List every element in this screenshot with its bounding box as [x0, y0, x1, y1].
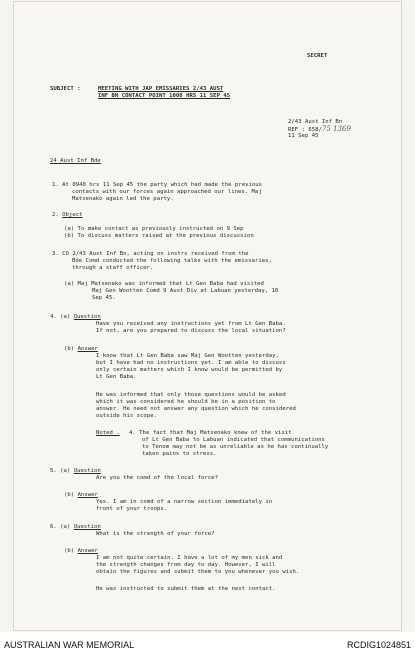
subject-line-1: MEETING WITH JAP EMISSARIES 2/43 AUST — [98, 86, 224, 92]
noted-line-1: 4. The fact that Maj Matsenako knew of the visit — [129, 430, 292, 436]
para-5b-line-2: front of your troops. — [96, 506, 168, 512]
reference-unit: 2/43 Aust Inf Bn — [288, 119, 343, 125]
para-2a: (a) To make contact as previously instructed on 9 Sep — [64, 226, 244, 232]
para-6-closing: He was instructed to submit them at the next contact. — [96, 586, 276, 592]
para-1-line-1: 1. At 0940 hrs 11 Sep 45 the party which had made the previous — [52, 182, 263, 188]
para-3-line-2: Bde Comd conducted the following talks with the emissaries, — [72, 258, 272, 264]
para-4b-line-4: Lt Gen Baba. — [96, 374, 137, 380]
para-4b-heading: (b) Answer — [64, 346, 98, 352]
heading-keyword: Answer — [77, 548, 98, 554]
para-1-line-3: Matsenako again led the party. — [72, 196, 174, 202]
para-3a-line-3: Sep 45. — [92, 295, 116, 301]
para-4-note-line-4: outside his scope. — [96, 413, 157, 419]
para-6a-heading: 6. (a) Question — [50, 524, 101, 530]
subject-label: SUBJECT : — [50, 86, 81, 92]
para-5b-line-1: Yes. I am in comd of a narrow section immediately in — [96, 499, 273, 505]
heading-keyword: Answer — [77, 346, 98, 352]
heading-keyword: Answer — [77, 492, 98, 498]
heading-keyword: Question — [73, 468, 101, 474]
para-6b-heading: (b) Answer — [64, 548, 98, 554]
heading-keyword: Object — [62, 212, 83, 218]
para-4a-line-2: If not, are you prepared to discuss the local situation? — [96, 328, 286, 334]
para-4a-line-1: Have you received any instructions yet from Lt Gen Baba. — [96, 321, 286, 327]
reference-number: REF : 658/75 1369 — [288, 125, 351, 133]
reference-date: 11 Sep 45 — [288, 133, 319, 139]
para-5b-heading: (b) Answer — [64, 492, 98, 498]
classification-mark: SECRET — [307, 53, 328, 59]
heading-keyword: Question — [73, 314, 101, 320]
para-3a-line-1: (a) Maj Matsenako was informed that Lt Gen Baba had visited — [64, 281, 264, 287]
para-5a-line-1: Are you the comd of the local force? — [96, 475, 218, 481]
para-4b-line-3: only certain matters which I know would be permitted by — [96, 367, 283, 373]
footer-record-id: RCDIG1024851 — [346, 640, 411, 650]
para-3-line-3: through a staff officer. — [72, 265, 154, 271]
noted-label: Noted . — [96, 430, 120, 436]
para-5a-heading: 5. (a) Question — [50, 468, 101, 474]
noted-line-4: taken pains to stress. — [142, 451, 217, 457]
para-4b-line-2: but I have had no instructions yet. I am able to discuss — [96, 360, 286, 366]
para-4-note-line-1: He was informed that only those questions would be asked — [96, 392, 286, 398]
para-4-note-line-3: answer. He need not answer any question which he considered — [96, 406, 296, 412]
addressee: 24 Aust Inf Bde — [50, 158, 101, 164]
noted-line-3: to Tenom may not be as unreliable as he has continually — [142, 444, 329, 450]
document-page — [14, 2, 401, 630]
archive-footer — [0, 632, 415, 654]
handwritten-ref: 75 1369 — [321, 125, 351, 133]
subject-line-2: INF BN CONTACT POINT 1000 HRS 11 SEP 45 — [98, 93, 231, 99]
para-4b-line-1: I know that Lt Gen Baba saw Maj Gen Wootten yesterday, — [96, 353, 279, 359]
para-3a-line-2: Maj Gen Wootten Comd 9 Aust Div at Labuan yesterday, 10 — [92, 288, 279, 294]
para-4-note-line-2: which it was considered he should be in a position to — [96, 399, 276, 405]
para-6a-line-1: What is the strength of your force? — [96, 531, 215, 537]
para-1-line-2: contacts with our forces again approached our lines. Maj — [72, 189, 262, 195]
para-3-line-1: 3. CO 2/43 Aust Inf Bn, acting on instrs received from the — [52, 251, 249, 257]
footer-institution: AUSTRALIAN WAR MEMORIAL — [4, 640, 135, 650]
para-2-heading: 2. Object — [52, 212, 83, 218]
noted-line-2: of Lt Gen Baba to Labuan indicated that communications — [142, 437, 325, 443]
heading-keyword: Question — [73, 524, 101, 530]
para-6b-line-2: the strength changes from day to day. However, I will — [96, 562, 276, 568]
para-6b-line-1: I am not quite certain. I have a lot of my men sick and — [96, 555, 283, 561]
para-4a-heading: 4. (a) Question — [50, 314, 101, 320]
para-2b: (b) To discuss matters raised at the previous discussion — [64, 233, 254, 239]
para-6b-line-3: obtain the figures and submit them to you whenever you wish. — [96, 569, 300, 575]
